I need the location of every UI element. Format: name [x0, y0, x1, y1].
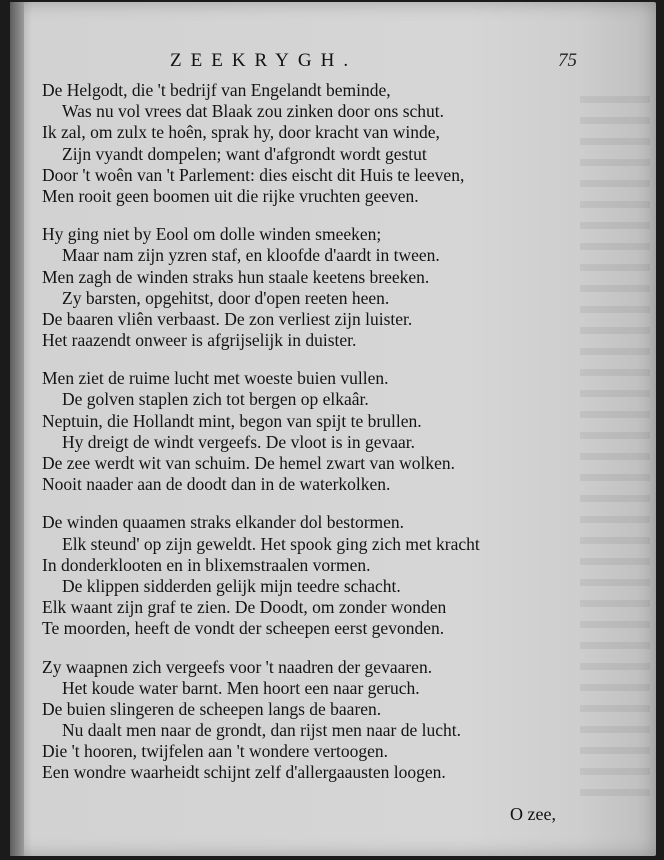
verse-line: Men rooit geen boomen uit die rijke vruchten geeven. [42, 185, 419, 206]
verse-line: Een wondre waarheidt schijnt zelf d'allergaausten loogen. [42, 762, 446, 783]
verse-line: Hy ging niet by Eool om dolle winden smeeken; [42, 224, 382, 245]
verse-line: De Helgodt, die 't bedrijf van Engelandt beminde, [42, 80, 391, 100]
verse-line: Zy barsten, opgehitst, door d'open reeten heen. [62, 287, 390, 308]
stanza-4 [42, 512, 602, 639]
verse-line: De klippen sidderden gelijk mijn teedre schacht. [62, 575, 401, 596]
verse-line: Nooit naader aan de doodt dan in de waterkolken. [42, 474, 391, 495]
verse-line: Nu daalt men naar de grondt, dan rijst men naar de lucht. [62, 720, 461, 741]
verse-line: Hy dreigt de windt vergeefs. De vloot is in gevaar. [62, 431, 415, 452]
verse-line: De winden quaamen straks elkander dol bestormen. [42, 512, 405, 533]
verse-line: De zee werdt wit van schuim. De hemel zwart van wolken. [42, 453, 456, 473]
verse-line: Maar nam zijn yzren staf, en kloofde d'aardt in tween. [62, 245, 440, 266]
stanza-gap [42, 495, 602, 512]
verse-line: Te moorden, heeft de vondt der scheepen eerst gevonden. [42, 618, 445, 639]
stanza-gap [42, 640, 602, 657]
verse-line: Men zagh de winden straks hun staale keetens breeken. [42, 266, 430, 287]
stanza-5 [42, 657, 602, 784]
verse-line: Die 't hooren, twijfelen aan 't wondere vertoogen. [42, 741, 388, 762]
verse-line: De buien slingeren de scheepen langs de baaren. [42, 698, 382, 719]
stanza-2 [42, 224, 602, 351]
verse-line: De golven staplen zich tot bergen op elkaâr. [62, 389, 369, 410]
verse-line: Neptuin, die Hollandt mint, begon van spijt te brullen. [42, 410, 422, 431]
verse-line: Het koude water barnt. Men hoort een naar geruch. [62, 677, 420, 698]
verse-line: Elk steund' op zijn geweldt. Het spook ging zich met kracht [62, 533, 480, 554]
page-header [10, 50, 656, 76]
verse-line: Zijn vyandt dompelen; want d'afgrondt wordt gestut [62, 143, 427, 164]
verse-line: Was nu vol vrees dat Blaak zou zinken door ons schut. [62, 101, 445, 122]
stanza-gap [42, 351, 602, 368]
stanza-gap [42, 207, 602, 224]
running-head: ZEEKRYGH. [170, 50, 358, 71]
poem-body [42, 80, 602, 784]
verse-line: Men ziet de ruime lucht met woeste buien vullen. [42, 368, 389, 389]
verse-line: Ik zal, om zulx te hoên, sprak hy, door kracht van winde, [42, 122, 440, 143]
stanza-1 [42, 80, 602, 207]
catchword: O zee, [510, 804, 556, 824]
verse-line: Zy waapnen zich vergeefs voor 't naadren der gevaaren. [42, 656, 433, 677]
verse-line: In donderklooten en in blixemstraalen vormen. [42, 554, 371, 575]
verse-line: Elk waant zijn graf te zien. De Doodt, om zonder wonden [42, 597, 447, 618]
page-number: 75 [558, 50, 577, 71]
page-gutter [10, 2, 24, 856]
verse-line: Het raazendt onweer is afgrijselijk in duister. [42, 330, 357, 351]
stanza-3 [42, 368, 602, 495]
book-page [10, 2, 656, 856]
verse-line: De baaren vliên verbaast. De zon verliest zijn luister. [42, 308, 413, 329]
verse-line: Door 't woên van 't Parlement: dies eischt dit Huis te leeven, [42, 164, 465, 185]
